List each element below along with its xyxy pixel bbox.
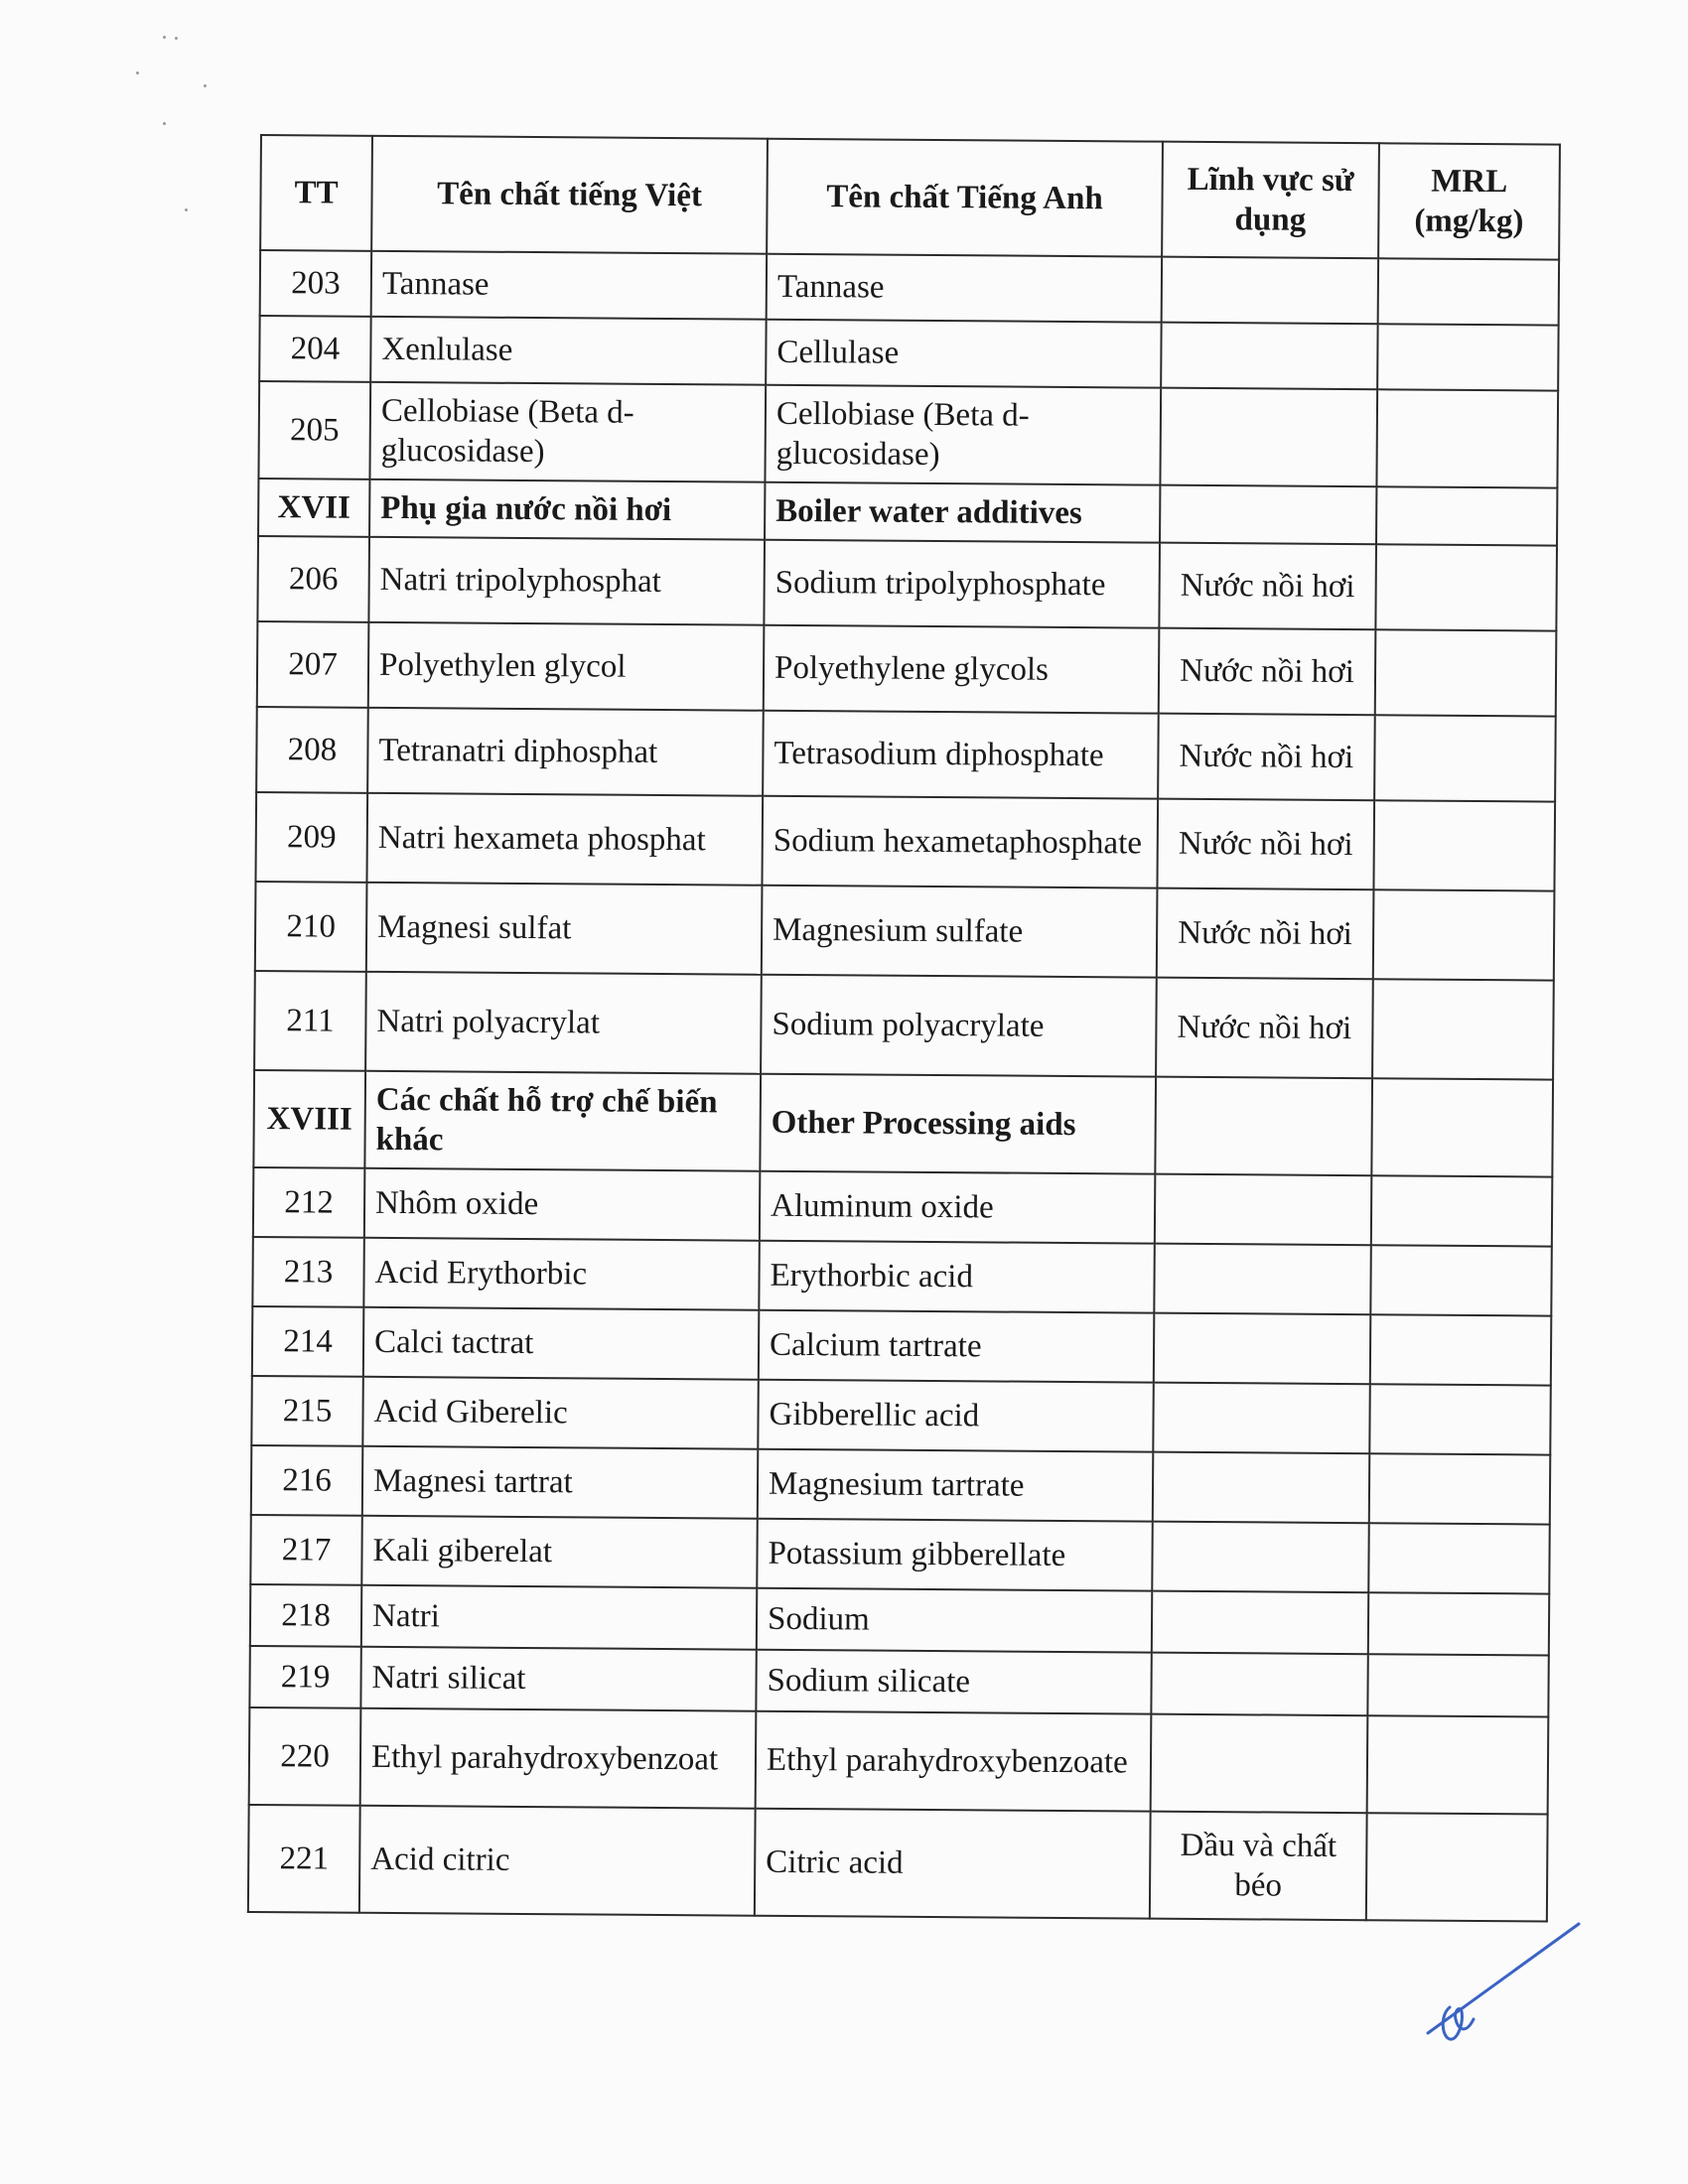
cell-tt: 215 [251,1376,363,1446]
cell-english-name: Sodium silicate [756,1650,1151,1714]
cell-english-name: Sodium polyacrylate [761,975,1157,1077]
section-row [253,1070,1553,1177]
cell-tt: 205 [258,381,370,479]
table-row [250,1584,1549,1656]
cell-vietnamese-name: Tannase [371,251,767,320]
cell-vietnamese-name: Nhôm oxide [364,1168,761,1241]
cell-mrl [1375,629,1557,716]
cell-vietnamese-name: Các chất hỗ trợ chế biến khác [364,1071,761,1171]
additives-table [247,134,1561,1923]
cell-field-of-use [1153,1383,1370,1454]
cell-mrl [1373,800,1555,890]
header-field-of-use: Lĩnh vực sử dụng [1162,142,1379,259]
cell-english-name: Erythorbic acid [759,1241,1155,1313]
cell-english-name: Sodium [757,1588,1152,1653]
cell-english-name: Sodium hexametaphosphate [762,796,1158,888]
cell-mrl [1372,979,1554,1079]
cell-vietnamese-name: Xenlulase [370,317,766,385]
cell-vietnamese-name: Natri hexameta phosphat [366,793,763,886]
cell-english-name: Cellobiase (Beta d-glucosidase) [765,385,1161,485]
table-row [257,536,1557,631]
cell-tt: 220 [249,1707,361,1806]
cell-field-of-use [1155,1174,1372,1246]
cell-field-of-use: Nước nồi hơi [1158,714,1375,801]
cell-tt: XVII [258,478,369,537]
cell-field-of-use: Nước nồi hơi [1159,628,1376,716]
cell-mrl [1376,389,1558,487]
cell-english-name: Magnesium tartrate [758,1449,1154,1522]
cell-mrl [1369,1453,1551,1524]
table-row [253,1167,1552,1247]
cell-english-name: Boiler water additives [765,482,1160,543]
cell-field-of-use: Dầu và chất béo [1150,1812,1367,1921]
table-row [258,381,1558,488]
cell-field-of-use [1152,1591,1368,1655]
cell-vietnamese-name: Acid Giberelic [362,1377,759,1449]
cell-english-name: Ethyl parahydroxybenzoate [756,1711,1152,1812]
cell-vietnamese-name: Kali giberelat [361,1516,758,1588]
table-row [249,1646,1548,1717]
cell-mrl [1370,1314,1552,1385]
cell-tt: XVIII [253,1070,365,1168]
cell-mrl [1367,1715,1549,1814]
cell-vietnamese-name: Magnesi tartrat [362,1446,759,1519]
table-row [251,1445,1550,1525]
cell-field-of-use: Nước nồi hơi [1157,888,1374,980]
table-row [249,1707,1549,1815]
cell-english-name: Sodium tripolyphosphate [764,540,1160,628]
cell-tt: 217 [250,1515,362,1585]
cell-tt: 216 [251,1445,363,1516]
cell-tt: 218 [250,1584,361,1647]
table-row [257,621,1557,717]
cell-english-name: Tannase [767,254,1162,323]
cell-mrl [1373,889,1555,980]
cell-field-of-use: Nước nồi hơi [1157,799,1374,890]
cell-tt: 203 [260,250,371,317]
cell-field-of-use [1152,1522,1369,1593]
handwritten-initials-icon [1420,1916,1589,2045]
table-row [250,1515,1549,1594]
cell-mrl [1367,1654,1548,1716]
cell-tt: 211 [254,971,366,1071]
table-row [256,707,1556,802]
cell-vietnamese-name: Magnesi sulfat [366,883,763,975]
cell-mrl [1371,1175,1553,1246]
cell-mrl [1375,544,1557,630]
cell-field-of-use [1153,1452,1370,1524]
table-row [252,1306,1551,1386]
cell-vietnamese-name: Tetranatri diphosphat [367,708,764,796]
table-row [254,971,1554,1080]
cell-vietnamese-name: Acid citric [359,1806,756,1916]
cell-vietnamese-name: Cellobiase (Beta d-glucosidase) [369,382,766,482]
cell-field-of-use [1154,1244,1371,1315]
table-row [251,1376,1550,1455]
cell-tt: 210 [255,882,367,972]
cell-field-of-use [1160,485,1376,545]
cell-english-name: Gibberellic acid [758,1380,1154,1452]
table-row [255,882,1555,981]
cell-tt: 208 [256,707,368,793]
cell-tt: 204 [259,316,370,382]
cell-english-name: Aluminum oxide [760,1171,1156,1244]
cell-field-of-use [1162,257,1378,325]
table-row [252,1237,1551,1316]
cell-tt: 219 [249,1646,360,1708]
cell-mrl [1368,1523,1550,1593]
cell-vietnamese-name: Polyethylen glycol [368,622,765,711]
cell-english-name: Tetrasodium diphosphate [763,711,1159,799]
cell-vietnamese-name: Acid Erythorbic [363,1238,760,1310]
cell-mrl [1376,486,1557,545]
cell-mrl [1369,1384,1551,1454]
cell-english-name: Citric acid [755,1809,1151,1919]
cell-tt: 214 [252,1306,364,1377]
cell-english-name: Calcium tartrate [759,1310,1155,1383]
cell-mrl [1371,1078,1553,1176]
cell-vietnamese-name: Natri silicat [360,1647,756,1711]
cell-mrl [1370,1245,1552,1315]
cell-mrl [1377,324,1558,390]
table-body [248,250,1559,1922]
cell-tt: 209 [255,792,367,883]
cell-vietnamese-name: Phụ gia nước nồi hơi [369,479,765,540]
table-row [255,792,1555,891]
table-row [248,1805,1548,1922]
cell-vietnamese-name: Calci tactrat [363,1307,760,1380]
cell-english-name: Other Processing aids [760,1074,1156,1174]
section-row [258,478,1557,546]
cell-field-of-use [1154,1313,1371,1385]
header-vietnamese-name: Tên chất tiếng Việt [371,136,768,254]
cell-tt: 206 [257,536,369,622]
cell-field-of-use: Nước nồi hơi [1159,543,1376,630]
cell-vietnamese-name: Ethyl parahydroxybenzoat [360,1708,757,1809]
cell-mrl [1374,715,1556,801]
cell-field-of-use [1151,1653,1367,1716]
cell-field-of-use [1160,388,1377,487]
cell-tt: 212 [253,1167,365,1238]
table-row [260,250,1559,326]
cell-english-name: Magnesium sulfate [762,886,1158,978]
table-header-row [260,135,1560,260]
cell-field-of-use [1161,323,1377,390]
cell-english-name: Cellulase [766,320,1161,388]
cell-vietnamese-name: Natri tripolyphosphat [368,537,765,625]
header-english-name: Tên chất Tiếng Anh [767,139,1163,257]
cell-tt: 207 [257,621,369,708]
cell-mrl [1378,258,1559,325]
cell-mrl [1368,1592,1549,1655]
cell-english-name: Potassium gibberellate [757,1519,1153,1591]
cell-field-of-use [1155,1077,1372,1176]
cell-english-name: Polyethylene glycols [764,625,1160,714]
cell-field-of-use: Nước nồi hơi [1156,978,1373,1079]
table-row [259,316,1558,391]
cell-tt: 213 [252,1237,364,1307]
header-mrl: MRL (mg/kg) [1378,143,1560,259]
cell-vietnamese-name: Natri [361,1585,757,1650]
cell-mrl [1366,1813,1548,1921]
cell-tt: 221 [248,1805,360,1913]
header-tt: TT [260,135,372,251]
cell-field-of-use [1151,1714,1368,1814]
cell-vietnamese-name: Natri polyacrylat [365,972,762,1074]
